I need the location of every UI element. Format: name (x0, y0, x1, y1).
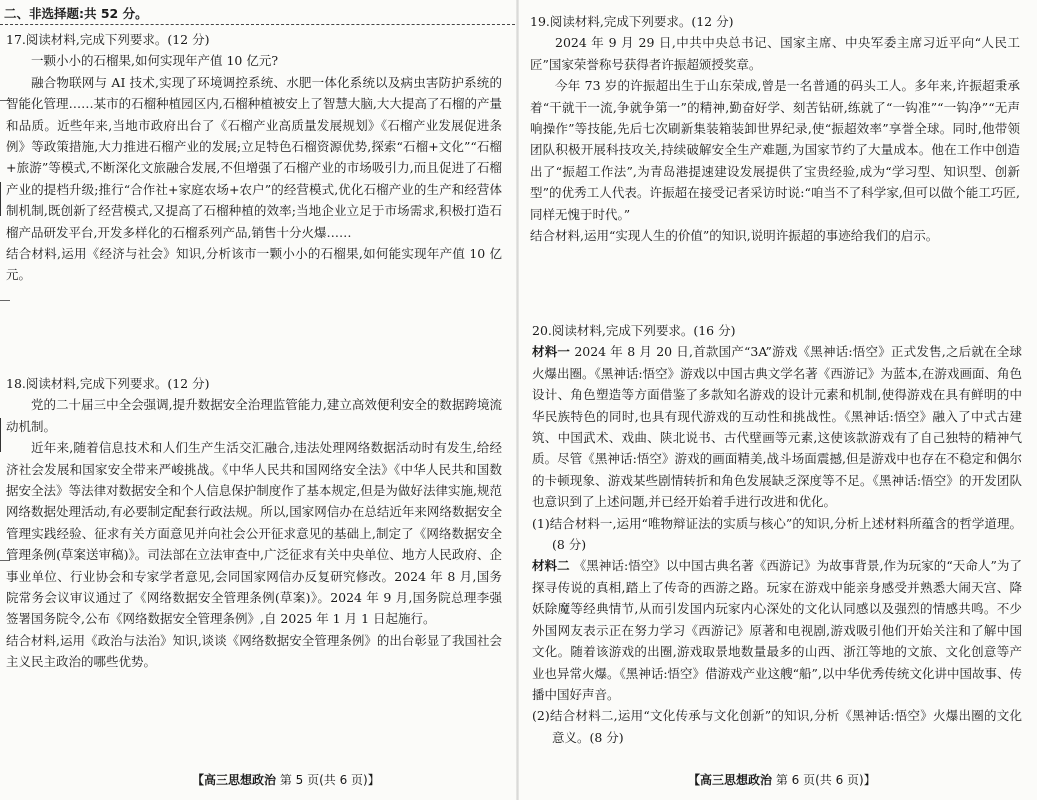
q18-task: 结合材料,运用《政治与法治》知识,谈谈《网络数据安全管理条例》的出台彰显了我国社会主义民主政治的哪些优势。 (6, 632, 502, 670)
q20-subquestion-2: (2)结合材料二,运用“文化传承与文化创新”的知识,分析《黑神话:悟空》火爆出圈的文化意义。(8 分) (532, 708, 1022, 745)
q19-material: 今年 73 岁的许振超出生于山东荣成,曾是一名普通的码头工人。多年来,许振超秉承着“干就干一流,争就争第一”的精神,勤奋好学、刻苦钻研,练就了“一钩准”“一钩净”“无声响操作”等技能,先后七次刷新集装箱装卸世界纪录,使“振超效率”享誉全球。同时,他带领团队积极开展科技攻关,持续破解安全生产难题,为国家节约了大量成本。他在工作中创造出了“振超工作法”,为青岛港提速建设发展提供了宝贵经验,成为“学习型、知识型、创新型”的优秀工人代表。许振超在接受记者采访时说:“咱当不了科学家,但可以做个能工巧匠,同样无愧于时代。” (530, 78, 1020, 222)
q20-subquestion-1: (1)结合材料一,运用“唯物辩证法的实质与核心”的知识,分析上述材料所蕴含的哲学道理。(8 分) (532, 515, 1022, 553)
question-17 (6, 29, 502, 286)
q18-material: 近年来,随着信息技术和人们生产生活交汇融合,违法处理网络数据活动时有发生,给经济社会发展和国家安全带来严峻挑战。《中华人民共和国网络安全法》《中华人民共和国数据安全法》等法律对数据安全和个人信息保护制度作了基本规定,但是为做好法律实施,规范网络数据处理活动,有必要制定配套行政法规。所以,国家网信办在总结近年来网络数据安全管理实践经验、征求有关方面意见并向社会公开征求意见的基础上,制定了《网络数据安全管理条例(草案送审稿)》。司法部在立法审查中,广泛征求有关中央单位、地方人民政府、企事业单位、行业协会和专家学者意见,会同国家网信办反复研究修改。2024 年 8 月,国务院常务会议审议通过了《网络数据安全管理条例(草案)》。2024 年 9 月,国务院总理李强签署国务院令,公布《网络数据安全管理条例》,自 2025 年 1 月 1 日起施行。 (6, 440, 502, 627)
q18-lead: 党的二十届三中全会强调,提升数据安全治理监管能力,建立高效便利安全的数据跨境流动机制。 (6, 397, 502, 434)
q19-lead: 2024 年 9 月 29 日,中共中央总书记、国家主席、中央军委主席习近平向“人民工匠”国家荣誉称号获得者许振超颁授奖章。 (530, 35, 1020, 72)
section-divider (0, 24, 515, 25)
q17-lead: 一颗小小的石榴果,如何实现年产值 10 亿元? (31, 53, 279, 69)
material-2-text: 《黑神话:悟空》以中国古典名著《西游记》为故事背景,作为玩家的“天命人”为了探寻传说的真相,踏上了传奇的西游之路。玩家在游戏中能亲身感受并熟悉大闹天宫、降妖除魔等经典情节,从而引发国内玩家内心深处的文化认同感以及强烈的情感共鸣。不少外国网友表示正在努力学习《西游记》原著和电视剧,游戏吸引他们开始关注和了解中国文化。随着该游戏的出圈,游戏取景地数量最多的山西、浙江等地的文旅、文化创意等产业也异常火爆。《黑神话:悟空》借游戏产业这艘“船”,以中华优秀传统文化讲中国故事、传播中国好声音。 (532, 558, 1022, 702)
section-title: 二、非选择题:共 52 分。 (4, 6, 148, 21)
page-6-footer (688, 771, 876, 788)
q18-heading: 18.阅读材料,完成下列要求。(12 分) (6, 376, 210, 391)
footer-page-number: 第 5 页(共 6 页)】 (279, 773, 380, 787)
footer-subject: 【高三思想政治 (688, 773, 773, 787)
q17-material: 融合物联网与 AI 技术,实现了环境调控系统、水肥一体化系统以及病虫害防护系统的智能化管理……某市的石榴种植园区内,石榴种植被安上了智慧大脑,大大提高了石榴的产量和品质。近些年来,当地市政府出台了《石榴产业高质量发展规划》《石榴产业发展促进条例》等政策措施,大力推进石榴产业的发展;立足特色石榴资源优势,探索“石榴+文化”“石榴+旅游”等模式,不断深化文旅融合发展,不但增强了石榴产业的市场吸引力,而且促进了石榴产业的提档升级;推行“合作社+家庭农场+农户”的经营模式,优化石榴产业的生产和经营体制机制,既创新了经营模式,又提高了石榴种植的效率;当地企业立足于市场需求,积极打造石榴产品研发平台,开发多样化的石榴系列产品,销售十分火爆…… (6, 74, 502, 240)
footer-page-number: 第 6 页(共 6 页)】 (775, 773, 876, 787)
q17-task: 结合材料,运用《经济与社会》知识,分析该市一颗小小的石榴果,如何能实现年产值 10 亿元。 (6, 246, 502, 283)
question-19 (530, 11, 1020, 246)
margin-mark (0, 182, 1, 216)
q20-heading: 20.阅读材料,完成下列要求。(16 分) (532, 323, 736, 338)
margin-mark (0, 300, 10, 301)
footer-subject: 【高三思想政治 (192, 773, 277, 787)
q19-heading: 19.阅读材料,完成下列要求。(12 分) (530, 14, 734, 29)
q19-task: 结合材料,运用“实现人生的价值”的知识,说明许振超的事迹给我们的启示。 (530, 228, 939, 244)
page-5-footer (192, 771, 380, 788)
page-6 (518, 0, 1037, 800)
margin-mark (0, 418, 1, 452)
q17-heading: 17.阅读材料,完成下列要求。(12 分) (6, 32, 210, 47)
material-1-label: 材料一 (532, 344, 571, 360)
material-1-text: 2024 年 8 月 20 日,首款国产“3A”游戏《黑神话:悟空》正式发售,之后就在全球火爆出圈。《黑神话:悟空》游戏以中国古典文学名著《西游记》为蓝本,在游戏画面、角色设计、角色塑造等方面借鉴了多款知名游戏的设计元素和机制,使得游戏在具有鲜明的中华民族特色的同时,也具有现代游戏的互动性和挑战性。《黑神话:悟空》融入了中式古建筑、中国武术、戏曲、陕北说书、古代壁画等元素,这使该款游戏有了自己独特的精神气质。尽管《黑神话:悟空》游戏的画面精美,战斗场面震撼,但是游戏中也存在不稳定和偶尔的卡顿现象、游戏某些剧情转折和角色发展缺乏深度等不足。《黑神话:悟空》的开发团队也意识到了上述问题,并已经开始着手进行改进和优化。 (532, 344, 1022, 510)
question-18 (6, 373, 502, 673)
question-20 (532, 320, 1022, 748)
page-5 (0, 0, 518, 800)
material-2-label: 材料二 (532, 558, 570, 574)
